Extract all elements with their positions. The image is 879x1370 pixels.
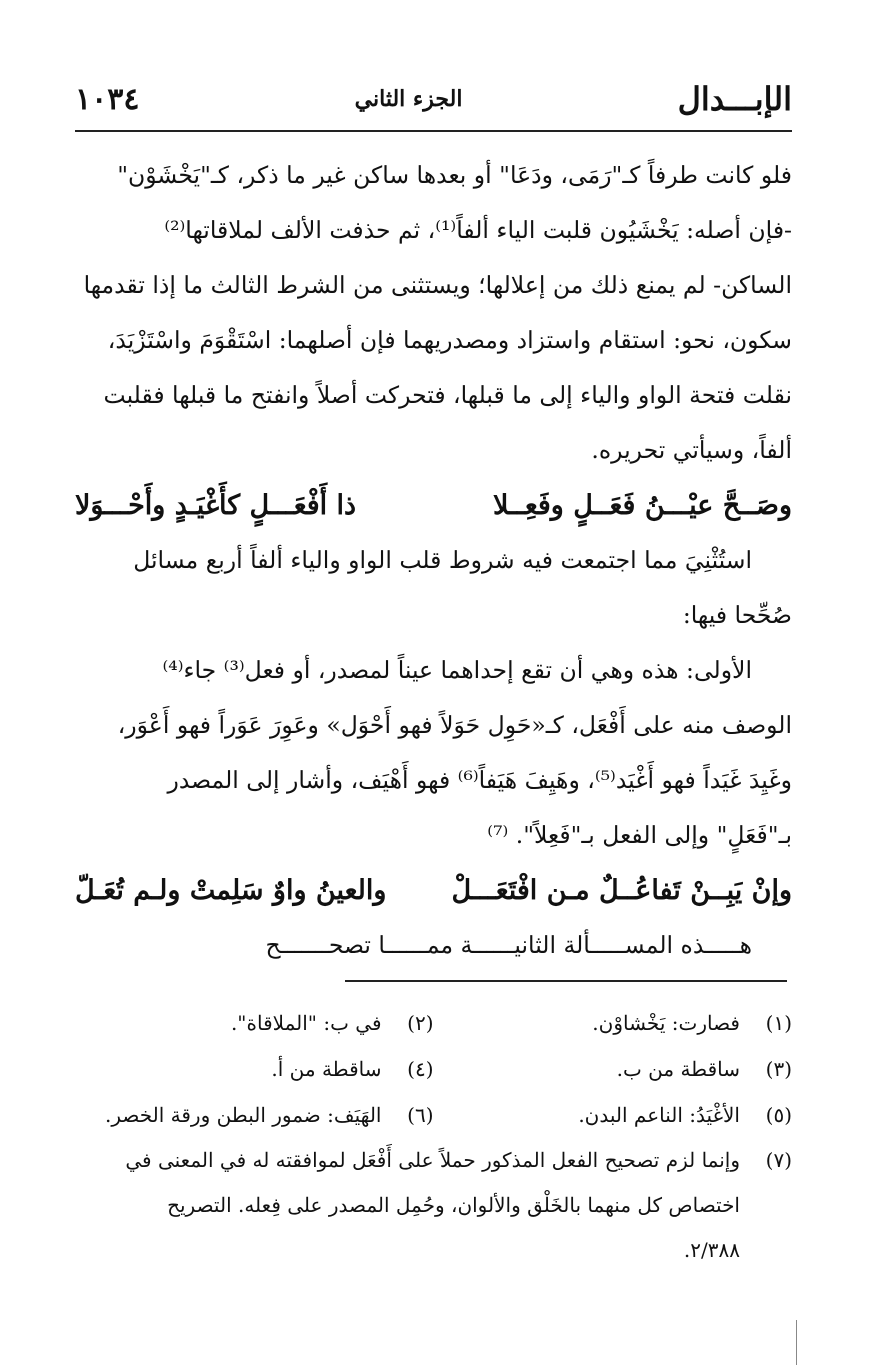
footnote-number: (٤) bbox=[407, 1057, 434, 1081]
verse-line bbox=[75, 863, 792, 918]
footnote-text: الهَيَف: ضمور البطن ورقة الخصر. bbox=[104, 1103, 382, 1127]
text-line: وغَيِدَ غَيَداً فهو أَغْيَد⁽⁵⁾، وهَيِفَ هَيَفاً⁽⁶⁾ فهو أَهْيَف، وأشار إلى المصدر bbox=[167, 766, 792, 794]
text-line: سكون، نحو: استقام واستزاد ومصدريهما فإن أصلهما: اسْتَقْوَمَ واسْتَزْيَدَ، bbox=[107, 326, 792, 354]
footnote-number: (٢) bbox=[407, 1011, 434, 1035]
footnote-line: وإنما لزم تصحيح الفعل المذكور حملاً على أَفْعَل لموافقته له في المعنى في bbox=[125, 1148, 740, 1172]
footnote-text: فصارت: يَخْشاوْن. bbox=[592, 1011, 740, 1035]
text-line: نقلت فتحة الواو والياء إلى ما قبلها، فتحركت أصلاً وانفتح ما قبلها فقلبت bbox=[103, 381, 792, 409]
main-text bbox=[75, 148, 792, 973]
text-line: الأولى: هذه وهي أن تقع إحداهما عيناً لمصدر، أو فعل⁽³⁾ جاء⁽⁴⁾ bbox=[162, 656, 752, 684]
footnote bbox=[434, 1000, 793, 1046]
text-line: هـــــذه المســـــألة الثانيــــــة ممــــــا تصحـــــــح bbox=[265, 931, 752, 959]
verse-line bbox=[75, 478, 792, 533]
text-line: -فإن أصله: يَخْشَيُون قلبت الياء ألفاً⁽¹⁾، ثم حذفت الألف لملاقاتها⁽²⁾ bbox=[164, 216, 792, 244]
footnote-line: اختصاص كل منهما بالخَلْق والألوان، وحُمِل المصدر على فِعله. التصريح bbox=[167, 1193, 740, 1217]
text-line: فلو كانت طرفاً كـ"رَمَى، ودَعَا" أو بعدها ساكن غير ما ذكر، كـ"يَخْشَوْن" bbox=[117, 161, 792, 189]
footnote-number: (٥) bbox=[765, 1103, 792, 1127]
page-number: ١٠٣٤ bbox=[75, 81, 140, 117]
text-line: استُثْنِيَ مما اجتمعت فيه شروط قلب الواو والياء ألفاً أربع مسائل bbox=[133, 546, 752, 574]
text-line: ألفاً، وسيأتي تحريره. bbox=[591, 436, 792, 464]
footnotes bbox=[75, 1000, 792, 1273]
footnote-line: ٢/٣٨٨. bbox=[683, 1238, 740, 1262]
footnote-divider bbox=[345, 980, 787, 982]
text-line: صُحِّحا فيها: bbox=[682, 601, 792, 629]
footnote-number: (٧) bbox=[765, 1148, 792, 1172]
footnote-number: (١) bbox=[765, 1011, 792, 1035]
footnote-row bbox=[75, 1046, 792, 1092]
verse-second-hemistich: ذا أَفْعَـــلٍ كأَغْيَـدٍ وأَحْـــوَلا bbox=[75, 490, 357, 521]
footnote bbox=[434, 1092, 793, 1138]
footnote bbox=[75, 1092, 434, 1138]
footnote bbox=[75, 1000, 434, 1046]
footnote bbox=[75, 1138, 792, 1273]
footnote bbox=[75, 1046, 434, 1092]
footnote-number: (٣) bbox=[765, 1057, 792, 1081]
page-header bbox=[75, 70, 792, 128]
footnote-text bbox=[75, 1138, 740, 1273]
volume-label: الجزء الثاني bbox=[354, 86, 463, 112]
verse-first-hemistich: وإنْ يَبِــنْ تَفاعُــلٌ مـن افْتَعَـــلْ bbox=[451, 875, 792, 906]
verse-second-hemistich: والعينُ واوٌ سَلِمتْ ولـم تُعَـلّ bbox=[75, 875, 387, 906]
footnote-row bbox=[75, 1092, 792, 1138]
footnote-text: ساقطة من أ. bbox=[271, 1057, 382, 1081]
text-line: الوصف منه على أَفْعَل، كـ«حَوِل حَوَلاً فهو أَحْوَل» وعَوِرَ عَوَراً فهو أَعْوَر، bbox=[117, 711, 792, 739]
footnote-text: في ب: "الملاقاة". bbox=[230, 1011, 382, 1035]
verse-first-hemistich: وصَــحَّ عيْـــنُ فَعَــلٍ وفَعِــلا bbox=[492, 490, 792, 521]
text-line: الساكن- لم يمنع ذلك من إعلالها؛ ويستثنى من الشرط الثالث ما إذا تقدمها bbox=[83, 271, 792, 299]
footnote-row bbox=[75, 1000, 792, 1046]
footnote-text: الأغْيَدُ: الناعم البدن. bbox=[578, 1103, 740, 1127]
header-divider bbox=[75, 130, 792, 132]
footnote bbox=[434, 1046, 793, 1092]
chapter-title: الإبـــدال bbox=[677, 80, 792, 118]
text-line: بـ"فَعَلٍ" وإلى الفعل بـ"فَعِلاً". ⁽⁷⁾ bbox=[487, 821, 792, 849]
binding-edge-mark bbox=[796, 1320, 797, 1365]
footnote-number: (٦) bbox=[407, 1103, 434, 1127]
footnote-text: ساقطة من ب. bbox=[616, 1057, 740, 1081]
